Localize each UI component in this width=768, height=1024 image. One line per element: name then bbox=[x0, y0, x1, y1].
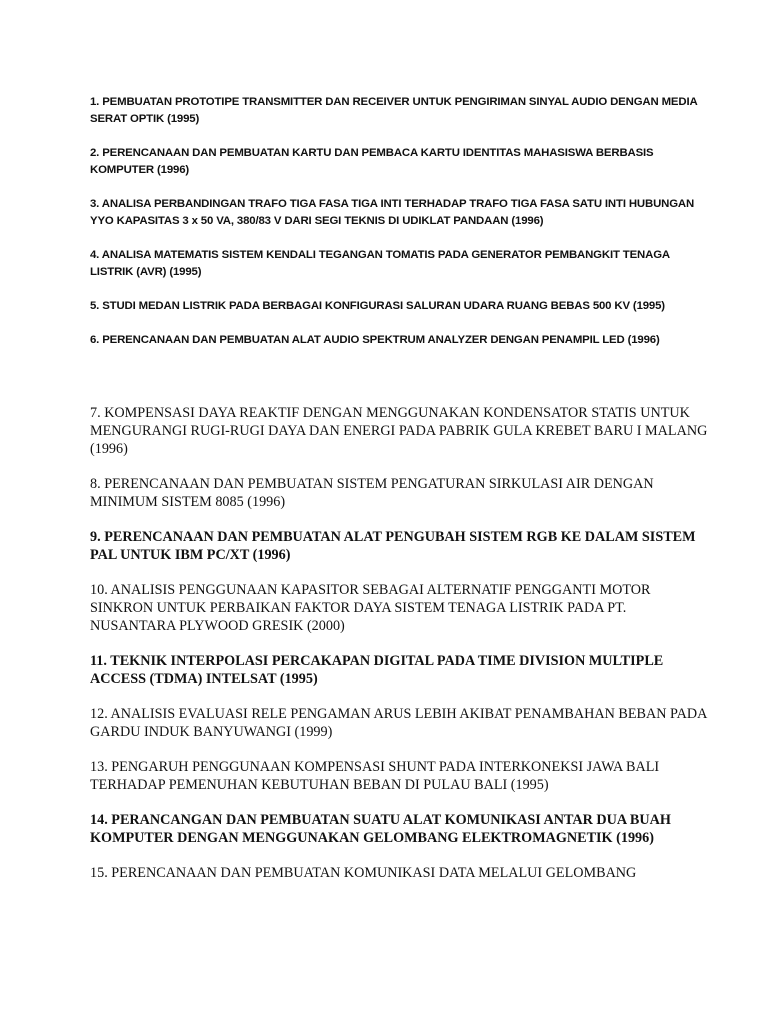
list-item: 6. PERENCANAAN DAN PEMBUATAN ALAT AUDIO SPEKTRUM ANALYZER DENGAN PENAMPIL LED (1996) bbox=[90, 334, 660, 346]
list-item: 3. ANALISA PERBANDINGAN TRAFO TIGA FASA TIGA INTI TERHADAP TRAFO TIGA FASA SATU INTI HUBUNGAN YYO KAPASITAS 3 x 50 VA, 380/83 V DARI SEGI TEKNIS DI UDIKLAT PANDAAN (1996) bbox=[90, 198, 695, 227]
list-item: 8. PERENCANAAN DAN PEMBUATAN SISTEM PENGATURAN SIRKULASI AIR DENGAN MINIMUM SISTEM 8085 (1996) bbox=[90, 476, 654, 510]
list-item: 7. KOMPENSASI DAYA REAKTIF DENGAN MENGGUNAKAN KONDENSATOR STATIS UNTUK MENGURANGI RUGI-RUGI DAYA DAN ENERGI PADA PABRIK GULA KREBET BARU I MALANG (1996) bbox=[90, 405, 708, 457]
list-item: 12. ANALISIS EVALUASI RELE PENGAMAN ARUS LEBIH AKIBAT PENAMBAHAN BEBAN PADA GARDU INDUK BANYUWANGI (1999) bbox=[90, 706, 707, 740]
list-item: 2. PERENCANAAN DAN PEMBUATAN KARTU DAN PEMBACA KARTU IDENTITAS MAHASISWA BERBASIS KOMPUTER (1996) bbox=[90, 147, 654, 176]
list-item: 9. PERENCANAAN DAN PEMBUATAN ALAT PENGUBAH SISTEM RGB KE DALAM SISTEM PAL UNTUK IBM PC/XT (1996) bbox=[90, 529, 696, 563]
list-item: 13. PENGARUH PENGGUNAAN KOMPENSASI SHUNT PADA INTERKONEKSI JAWA BALI TERHADAP PEMENUHAN KEBUTUHAN BEBAN DI PULAU BALI (1995) bbox=[90, 759, 660, 793]
list-item: 14. PERANCANGAN DAN PEMBUATAN SUATU ALAT KOMUNIKASI ANTAR DUA BUAH KOMPUTER DENGAN MENGGUNAKAN GELOMBANG ELEKTROMAGNETIK (1996) bbox=[90, 812, 671, 846]
list-item: 11. TEKNIK INTERPOLASI PERCAKAPAN DIGITAL PADA TIME DIVISION MULTIPLE ACCESS (TDMA) INTELSAT (1995) bbox=[90, 653, 664, 687]
list-item: 10. ANALISIS PENGGUNAAN KAPASITOR SEBAGAI ALTERNATIF PENGGANTI MOTOR SINKRON UNTUK PERBAIKAN FAKTOR DAYA SISTEM TENAGA LISTRIK PADA PT. NUSANTARA PLYWOOD GRESIK (2000) bbox=[90, 582, 651, 634]
list-item: 4. ANALISA MATEMATIS SISTEM KENDALI TEGANGAN TOMATIS PADA GENERATOR PEMBANGKIT TENAGA LISTRIK (AVR) (1995) bbox=[90, 249, 670, 278]
list-item: 15. PERENCANAAN DAN PEMBUATAN KOMUNIKASI DATA MELALUI GELOMBANG bbox=[90, 865, 637, 881]
spacer bbox=[90, 366, 708, 404]
list-item: 1. PEMBUATAN PROTOTIPE TRANSMITTER DAN RECEIVER UNTUK PENGIRIMAN SINYAL AUDIO DENGAN MEDIA SERAT OPTIK (1995) bbox=[90, 96, 698, 125]
list-item: 5. STUDI MEDAN LISTRIK PADA BERBAGAI KONFIGURASI SALURAN UDARA RUANG BEBAS 500 KV (1995) bbox=[90, 300, 665, 312]
